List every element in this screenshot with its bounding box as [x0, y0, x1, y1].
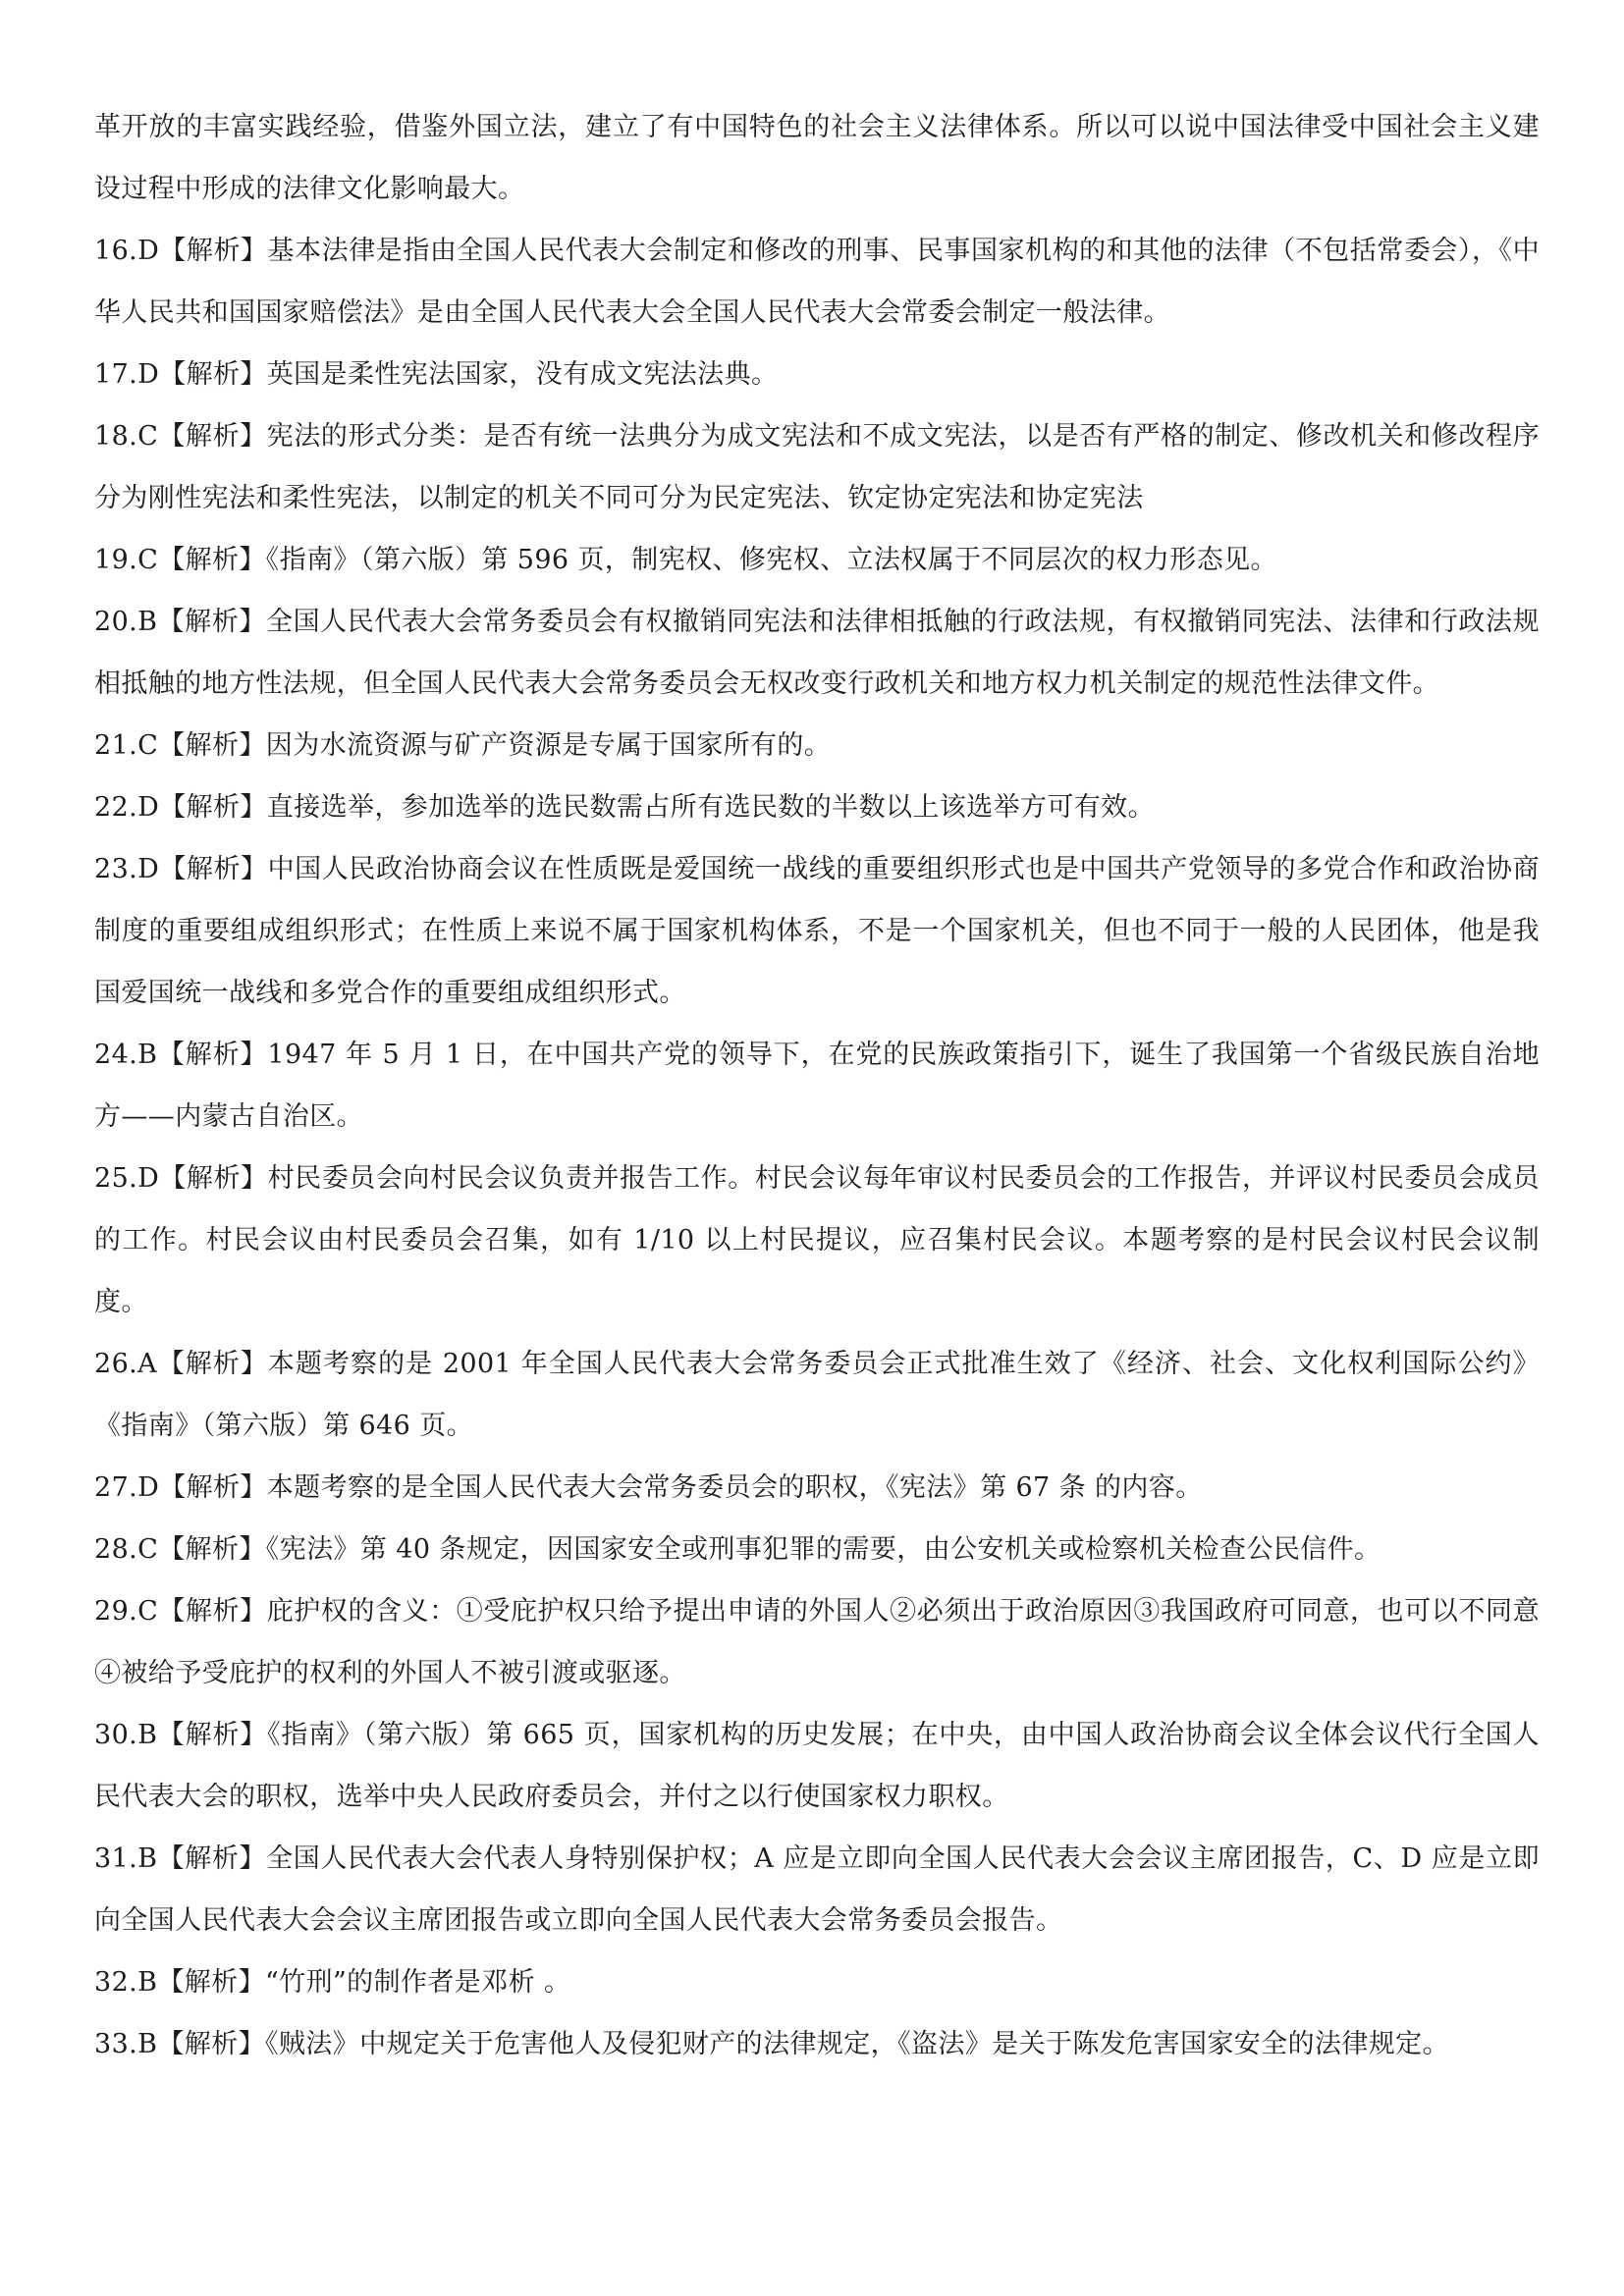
document-page — [94, 96, 1540, 2075]
answer-27: 27.D【解析】本题考察的是全国人民代表大会常务委员会的职权，《宪法》第 67 条 的内容。 — [94, 1472, 1203, 1503]
answer-17: 17.D【解析】英国是柔性宪法国家，没有成文宪法法典。 — [94, 359, 779, 390]
answer-21: 21.C【解析】因为水流资源与矿产资源是专属于国家所有的。 — [94, 730, 832, 761]
answer-32: 32.B【解析】“竹刑”的制作者是邓析 。 — [94, 1967, 571, 1998]
answer-26: 26.A【解析】本题考察的是 2001 年全国人民代表大会常务委员会正式批准生效了《经济、社会、文化权利国际公约》《指南》（第六版）第 646 页。 — [94, 1349, 1540, 1441]
answer-18: 18.C【解析】宪法的形式分类：是否有统一法典分为成文宪法和不成文宪法，以是否有严格的制定、修改机关和修改程序分为刚性宪法和柔性宪法，以制定的机关不同可分为民定宪法、钦定协定宪法和协定宪法 — [94, 421, 1540, 513]
answer-16: 16.D【解析】基本法律是指由全国人民代表大会制定和修改的刑事、民事国家机构的和其他的法律（不包括常委会），《中华人民共和国国家赔偿法》是由全国人民代表大会全国人民代表大会常委会制定一般法律。 — [94, 236, 1540, 328]
answer-19: 19.C【解析】《指南》（第六版）第 596 页，制宪权、修宪权、立法权属于不同层次的权力形态见。 — [94, 545, 1277, 575]
answer-29: 29.C【解析】庇护权的含义：①受庇护权只给予提出申请的外国人②必须出于政治原因③我国政府可同意，也可以不同意④被给予受庇护的权利的外国人不被引渡或驱逐。 — [94, 1596, 1540, 1688]
answer-28: 28.C【解析】《宪法》第 40 条规定，因国家安全或刑事犯罪的需要，由公安机关或检察机关检查公民信件。 — [94, 1534, 1381, 1565]
answer-31: 31.B【解析】全国人民代表大会代表人身特别保护权；A 应是立即向全国人民代表大会会议主席团报告，C、D 应是立即向全国人民代表大会会议主席团报告或立即向全国人民代表大会常务委员会报告。 — [94, 1843, 1540, 1936]
answer-30: 30.B【解析】《指南》（第六版）第 665 页，国家机构的历史发展；在中央，由中国人政治协商会议全体会议代行全国人民代表大会的职权，选举中央人民政府委员会，并付之以行使国家权力职权。 — [94, 1720, 1540, 1812]
answer-20: 20.B【解析】全国人民代表大会常务委员会有权撤销同宪法和法律相抵触的行政法规，有权撤销同宪法、法律和行政法规相抵触的地方性法规，但全国人民代表大会常务委员会无权改变行政机关和地方权力机关制定的规范性法律文件。 — [94, 607, 1540, 699]
paragraph-continuation: 革开放的丰富实践经验，借鉴外国立法，建立了有中国特色的社会主义法律体系。所以可以说中国法律受中国社会主义建设过程中形成的法律文化影响最大。 — [94, 112, 1540, 204]
answer-25: 25.D【解析】村民委员会向村民会议负责并报告工作。村民会议每年审议村民委员会的工作报告，并评议村民委员会成员的工作。村民会议由村民委员会召集，如有 1/10 以上村民提议，应召集村民会议。本题考察的是村民会议村民会议制度。 — [94, 1163, 1540, 1317]
answer-23: 23.D【解析】中国人民政治协商会议在性质既是爱国统一战线的重要组织形式也是中国共产党领导的多党合作和政治协商制度的重要组成组织形式；在性质上来说不属于国家机构体系，不是一个国家机关，但也不同于一般的人民团体，他是我国爱国统一战线和多党合作的重要组成组织形式。 — [94, 854, 1540, 1008]
answer-24: 24.B【解析】1947 年 5 月 1 日，在中国共产党的领导下，在党的民族政策指引下，诞生了我国第一个省级民族自治地方——内蒙古自治区。 — [94, 1040, 1540, 1132]
answer-22: 22.D【解析】直接选举，参加选举的选民数需占所有选民数的半数以上该选举方可有效。 — [94, 792, 1155, 823]
answer-33: 33.B【解析】《贼法》中规定关于危害他人及侵犯财产的法律规定，《盗法》是关于陈发危害国家安全的法律规定。 — [94, 2029, 1449, 2059]
